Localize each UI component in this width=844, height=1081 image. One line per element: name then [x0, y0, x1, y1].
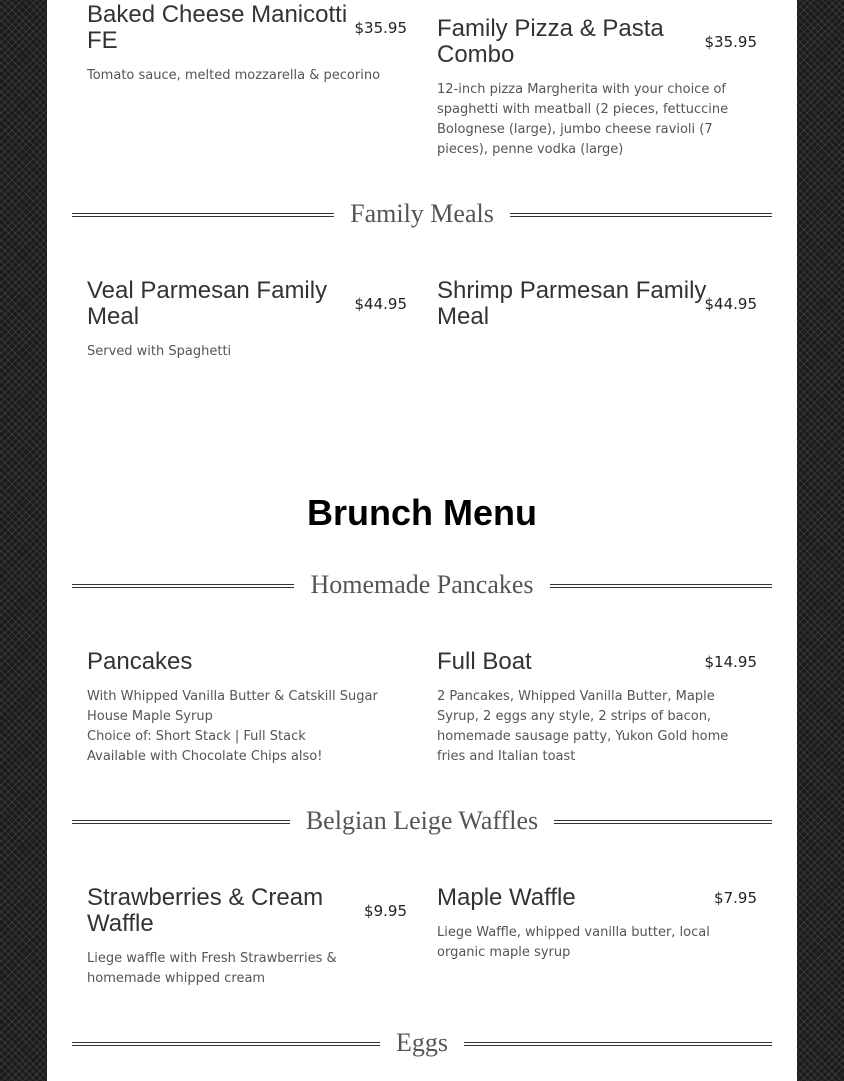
item-description: Served with Spaghetti: [87, 344, 232, 359]
item-description: 2 Pancakes, Whipped Vanilla Butter, Maple Syrup, 2 eggs any style, 2 strips of bacon, homemade sausage patty, Yukon Gold home fries and Italian toast: [437, 689, 729, 764]
section-title: Homemade Pancakes: [310, 570, 534, 599]
menu-item-veal-parmesan-family-meal: [87, 278, 407, 362]
description-line: Choice of: Short Stack | Full Stack: [87, 729, 306, 744]
item-price: $35.95: [704, 33, 757, 51]
divider-rule: [554, 820, 772, 824]
item-name: Strawberries & Cream Waffle: [87, 884, 324, 937]
item-name: Veal Parmesan Family Meal: [87, 277, 328, 330]
item-name: Baked Cheese Manicotti FE: [87, 1, 348, 54]
item-price: $35.95: [354, 19, 407, 37]
menu-page: [47, 0, 797, 1081]
item-name: Maple Waffle: [437, 884, 576, 911]
item-name: Shrimp Parmesan Family Meal: [437, 277, 707, 330]
item-description: [87, 687, 407, 767]
description-line: Available with Chocolate Chips also!: [87, 749, 323, 764]
divider-rule: [550, 584, 772, 588]
section-divider-eggs: [72, 1028, 772, 1062]
item-price: $9.95: [364, 902, 407, 920]
section-divider-family-meals: [72, 199, 772, 233]
item-name: Family Pizza & Pasta Combo: [437, 15, 664, 68]
item-description: Liege waffle with Fresh Strawberries & homemade whipped cream: [87, 951, 337, 986]
menu-item-full-boat: [437, 649, 757, 767]
item-price: $44.95: [354, 295, 407, 313]
menu-item-strawberries-cream-waffle: [87, 885, 407, 989]
menu-item-pancakes: [87, 649, 407, 767]
section-divider-belgian-leige-waffles: [72, 806, 772, 840]
section-title: Eggs: [396, 1028, 448, 1057]
item-name: Pancakes: [87, 648, 193, 675]
item-description: Liege Waffle, whipped vanilla butter, local organic maple syrup: [437, 925, 710, 960]
item-price: $14.95: [704, 653, 757, 671]
description-line: With Whipped Vanilla Butter & Catskill Sugar House Maple Syrup: [87, 689, 378, 724]
divider-rule: [464, 1042, 772, 1046]
item-price: $7.95: [714, 889, 757, 907]
item-name: Full Boat: [437, 648, 532, 675]
section-title: Family Meals: [350, 199, 494, 228]
brunch-menu-heading: Brunch Menu: [307, 492, 537, 533]
section-divider-homemade-pancakes: [72, 570, 772, 604]
item-description: Tomato sauce, melted mozzarella & pecorino: [87, 68, 381, 83]
menu-item-baked-cheese-manicotti: [87, 2, 407, 86]
menu-item-maple-waffle: [437, 885, 757, 963]
menu-item-shrimp-parmesan-family-meal: [437, 278, 757, 330]
menu-item-family-pizza-pasta-combo: [437, 16, 757, 160]
divider-rule: [510, 213, 772, 217]
section-title: Belgian Leige Waffles: [305, 806, 539, 835]
item-description: 12-inch pizza Margherita with your choice of spaghetti with meatball (2 pieces, fettuccine Bolognese (large), jumbo cheese ravioli (7 pieces), penne vodka (large): [437, 82, 729, 157]
item-price: $44.95: [704, 295, 757, 313]
